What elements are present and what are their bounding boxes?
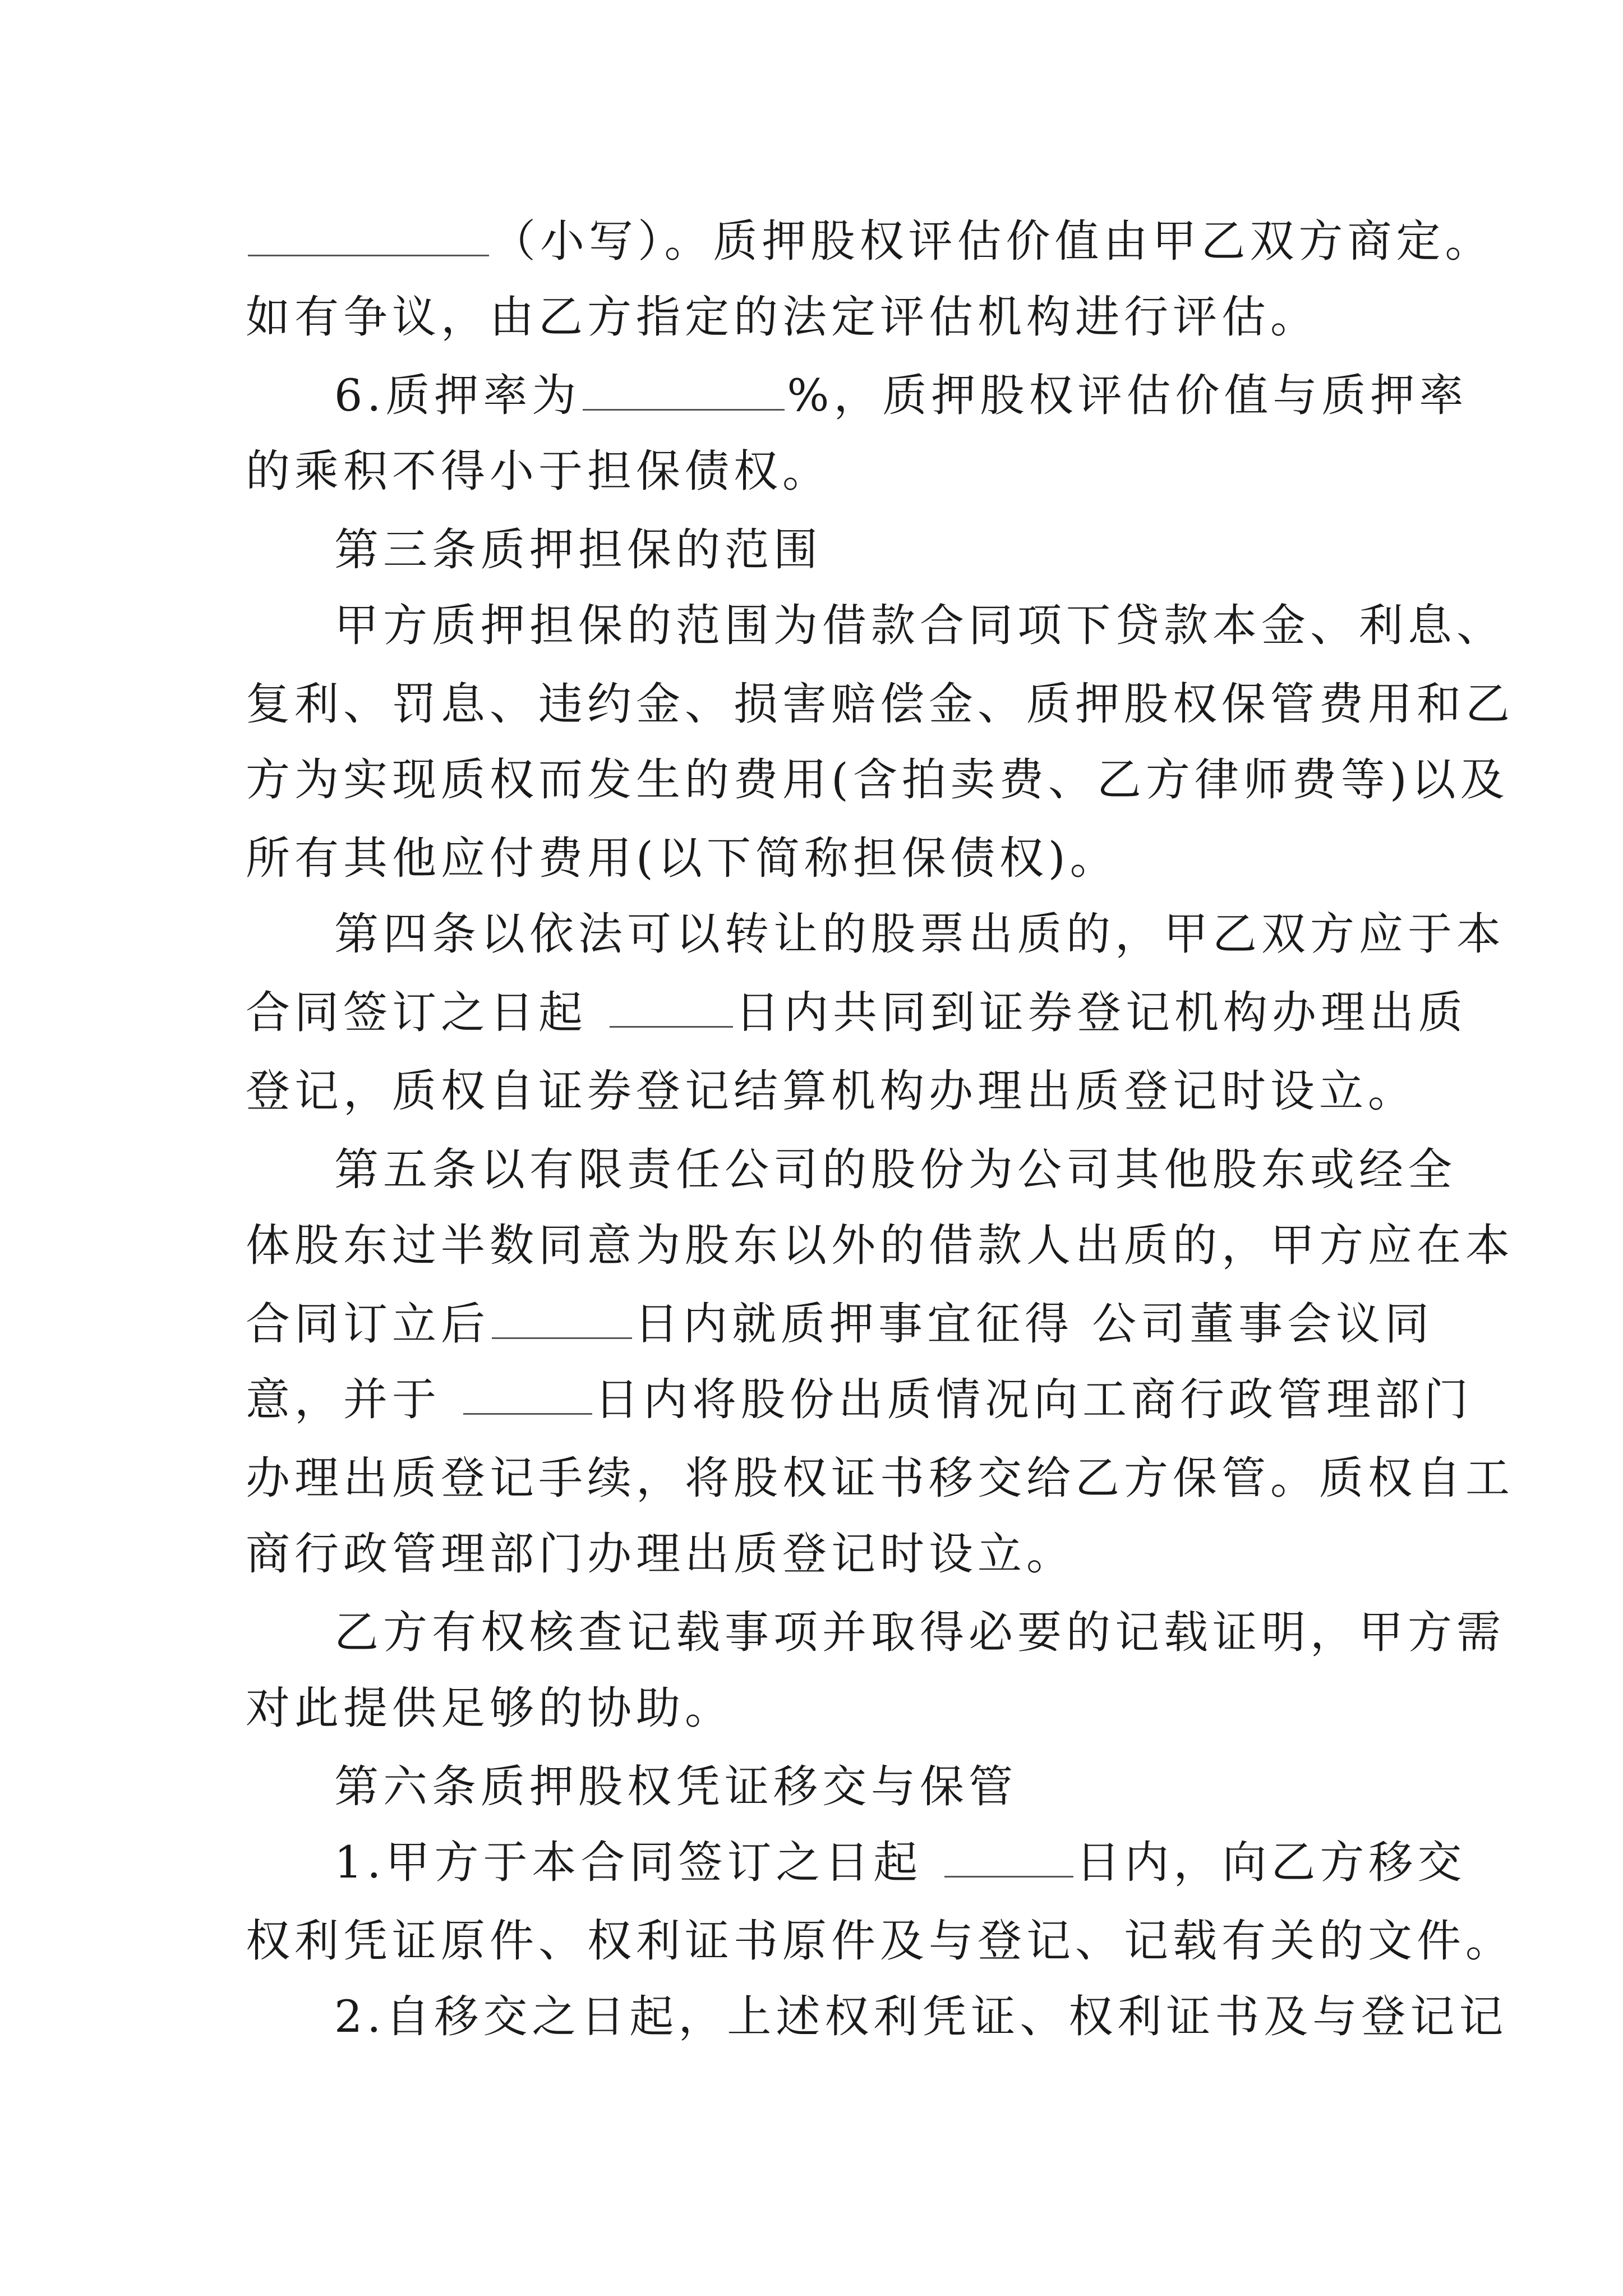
text-line-1: [246, 213, 1494, 269]
text-span: 日内，向乙方移交: [1076, 1837, 1467, 1888]
text-span: （小写）。质押股权评估价值由甲乙双方商定。: [491, 215, 1494, 267]
text-span: 意，并于: [246, 1374, 441, 1425]
text-line-12: 登记，质权自证券登记结算机构办理出质登记时设立。: [246, 1065, 1417, 1117]
text-line-2: 如有争议，由乙方指定的法定评估机构进行评估。: [246, 291, 1319, 343]
blank-field-days[interactable]: [610, 993, 733, 1028]
text-span: 1.甲方于本合同签订之日起: [334, 1837, 923, 1888]
text-line-23: 权利凭证原件、权利证书原件及与登记、记载有关的文件。: [246, 1915, 1514, 1967]
text-span: 日内就质押事宜征得 公司董事会议同: [634, 1298, 1434, 1350]
text-line-7: 复利、罚息、违约金、损害赔偿金、质押股权保管费用和乙: [246, 678, 1514, 730]
text-line-16: [246, 1372, 1473, 1428]
text-line-22: [334, 1834, 1466, 1890]
blank-field-amount[interactable]: [248, 222, 489, 256]
article-heading-6: 第六条质押股权凭证移交与保管: [334, 1761, 1017, 1812]
text-line-17: 办理出质登记手续，将股权证书移交给乙方保管。质权自工: [246, 1452, 1514, 1504]
text-line-14: 体股东过半数同意为股东以外的借款人出质的，甲方应在本: [246, 1220, 1514, 1271]
text-line-19: 乙方有权核查记载事项并取得必要的记载证明，甲方需: [334, 1607, 1505, 1658]
text-span: 日内将股份出质情况向工商行政管理部门: [594, 1374, 1473, 1425]
text-line-6: 甲方质押担保的范围为借款合同项下贷款本金、利息、: [334, 600, 1505, 651]
text-line-9: 所有其他应付费用(以下简称担保债权)。: [246, 832, 1119, 884]
text-span: %，质押股权评估价值与质押率: [787, 370, 1468, 421]
text-line-24: 2.自移交之日起，上述权利凭证、权利证书及与登记记: [334, 1991, 1508, 2042]
text-span: 合同订立后: [246, 1298, 490, 1350]
text-span: 6.质押率为: [334, 370, 581, 421]
article-heading-5: 第五条以有限责任公司的股份为公司其他股东或经全: [334, 1144, 1456, 1195]
text-line-4: 的乘积不得小于担保债权。: [246, 445, 831, 497]
text-span: 日内共同到证券登记机构办理出质: [735, 987, 1467, 1038]
text-line-15: [246, 1296, 1433, 1352]
blank-field-pledge-rate[interactable]: [583, 376, 785, 411]
blank-field-days[interactable]: [944, 1843, 1073, 1878]
text-line-20: 对此提供足够的协助。: [246, 1682, 734, 1734]
blank-field-days[interactable]: [492, 1305, 632, 1339]
text-line-11: [246, 984, 1467, 1041]
article-heading-3: 第三条质押担保的范围: [334, 524, 822, 576]
text-span: 合同签订之日起: [246, 987, 587, 1038]
text-line-8: 方为实现质权而发生的费用(含拍卖费、乙方律师费等)以及: [246, 754, 1509, 806]
text-line-3: [334, 367, 1468, 424]
text-line-18: 商行政管理部门办理出质登记时设立。: [246, 1528, 1075, 1580]
text-line-10: 第四条以依法可以转让的股票出质的，甲乙双方应于本: [334, 908, 1505, 960]
blank-field-days[interactable]: [463, 1381, 592, 1415]
